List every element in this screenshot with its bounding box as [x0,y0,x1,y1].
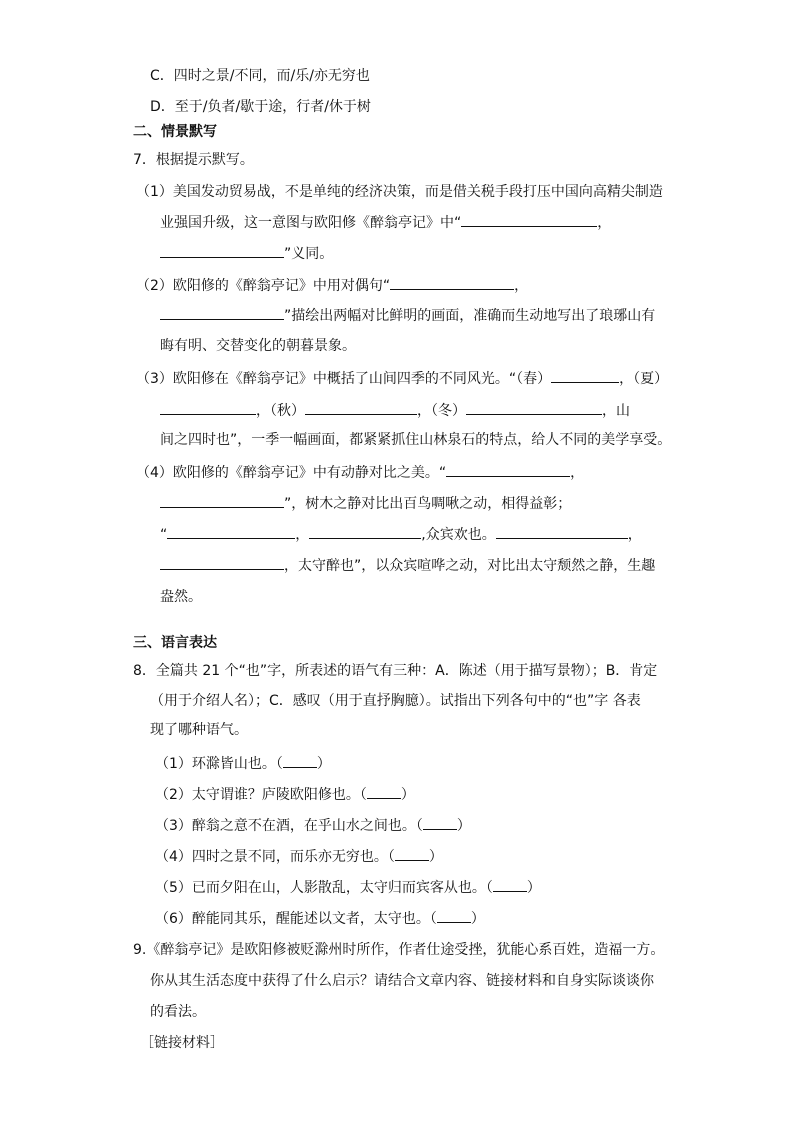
q6-option-d: D．至于/负者/歇于途，行者/休于树 [150,99,371,115]
answer-blank[interactable] [493,877,527,892]
q8-line1: 8．全篇共 21 个“也”字，所表述的语气有三种：A．陈述（用于描写景物）；B．肯定 [133,663,658,679]
q8-item-paren: ） [316,756,331,772]
q7-3-line1 [136,368,668,389]
q8-item-paren: ） [526,880,541,896]
q7-2-comma: ， [514,278,529,294]
q7-4-text: ”，树木之静对比出百鸟啁啾之动，相得益彰； [284,496,572,512]
answer-blank[interactable] [309,524,421,539]
q7-3-text: ，（夏） [619,371,669,387]
q7-3-line3: 间之四时也”，一季一幅画面，都紧紧抓住山林泉石的特点，给人不同的美学享受。 [160,432,672,448]
q7-4-comma: ， [570,465,585,481]
q7-4-text: （4）欧阳修的《醉翁亭记》中有动静对比之美。“ [136,465,447,481]
answer-blank[interactable] [423,815,457,830]
q7-3-text: ，（秋） [256,403,305,419]
q7-2-line3: 晦有明、交替变化的朝暮景象。 [160,338,356,354]
q8-item-paren: ） [428,849,443,865]
q7-4-text: “ [160,527,168,543]
q7-4-text: ,众宾欢也。 [421,527,496,543]
q7-4-line3 [160,524,642,545]
q9-link-material: ［链接材料］ [140,1035,224,1051]
q7-1-comma: ， [597,215,612,231]
q7-2-line2 [160,305,655,326]
answer-blank[interactable] [446,462,570,477]
answer-blank[interactable] [551,368,619,383]
section-heading-2: 二、情景默写 [133,124,217,140]
answer-blank[interactable] [160,243,284,258]
q7-4-line2 [160,493,571,514]
q7-4-text: ， [295,527,310,543]
q8-line2: （用于介绍人名）；C．感叹（用于直抒胸臆）。试指出下列各句中的“也”字 各表 [150,693,641,709]
q9-line1: 9.《醉翁亭记》是欧阳修被贬滁州时所作，作者仕途受挫，犹能心系百姓，造福一方。 [133,942,665,958]
q6-option-c: C．四时之景/不同，而/乐/亦无穷也 [150,68,370,84]
q8-item-text: （4）四时之景不同，而乐亦无穷也。（ [155,849,395,865]
q8-line3: 现了哪种语气。 [150,722,248,738]
q7-3-line2 [160,400,630,421]
q7-2-text: （2）欧阳修的《醉翁亭记》中用对偶句“ [136,278,391,294]
q8-item-text: （5）已而夕阳在山，人影散乱，太守归而宾客从也。（ [155,880,493,896]
q7-3-text: ，（冬） [417,403,466,419]
q7-4-text: ， [627,527,642,543]
q7-1-line1: （1）美国发动贸易战，不是单纯的经济决策，而是借关税手段打压中国向高精尖制造 [136,184,663,200]
q8-item-paren: ） [470,911,485,927]
q7-1-line2 [160,212,611,233]
q8-item [155,784,415,805]
q8-item-text: （2）太守谓谁？庐陵欧阳修也。（ [155,787,367,803]
answer-blank[interactable] [160,493,284,508]
answer-blank[interactable] [390,275,514,290]
q8-item [155,846,443,867]
answer-blank[interactable] [461,212,597,227]
q8-item-paren: ） [400,787,415,803]
q7-1-line3 [160,243,333,264]
q7-4-line5: 盎然。 [160,589,202,605]
q9-line2: 你从其生活态度中获得了什么启示？请结合文章内容、链接材料和自身实际谈谈你 [150,973,654,989]
q8-item [155,815,471,836]
answer-blank[interactable] [437,908,471,923]
q7-3-text: （3）欧阳修在《醉翁亭记》中概括了山间四季的不同风光。“（春） [136,371,552,387]
q8-item [155,877,541,898]
q7-4-line4 [160,555,655,576]
q7-3-text: ，山 [602,403,630,419]
answer-blank[interactable] [283,753,317,768]
answer-blank[interactable] [367,784,401,799]
q7-1-text: 业强国升级，这一意图与欧阳修《醉翁亭记》中“ [160,215,462,231]
q7-4-text: ，太守醉也”，以众宾喧哗之动，对比出太守颓然之静，生趣 [284,558,656,574]
q7-stem: 7．根据提示默写。 [133,152,254,168]
q7-1-text: ”义同。 [284,246,334,262]
answer-blank[interactable] [160,400,256,415]
answer-blank[interactable] [496,524,628,539]
q7-2-text: ”描绘出两幅对比鲜明的画面，准确而生动地写出了琅琊山有 [284,308,656,324]
q9-line3: 的看法。 [150,1004,206,1020]
q8-item-text: （1）环滁皆山也。（ [155,756,283,772]
q8-item-text: （6）醉能同其乐，醒能述以文者，太守也。（ [155,911,437,927]
answer-blank[interactable] [466,400,602,415]
q7-4-line1 [136,462,584,483]
answer-blank[interactable] [160,555,284,570]
q8-item [155,753,331,774]
answer-blank[interactable] [395,846,429,861]
answer-blank[interactable] [305,400,417,415]
q8-item-text: （3）醉翁之意不在酒，在乎山水之间也。（ [155,818,423,834]
q7-2-line1 [136,275,528,296]
section-heading-3: 三、语言表达 [133,635,217,651]
q8-item-paren: ） [456,818,471,834]
answer-blank[interactable] [160,305,284,320]
q8-item [155,908,485,929]
answer-blank[interactable] [167,524,295,539]
